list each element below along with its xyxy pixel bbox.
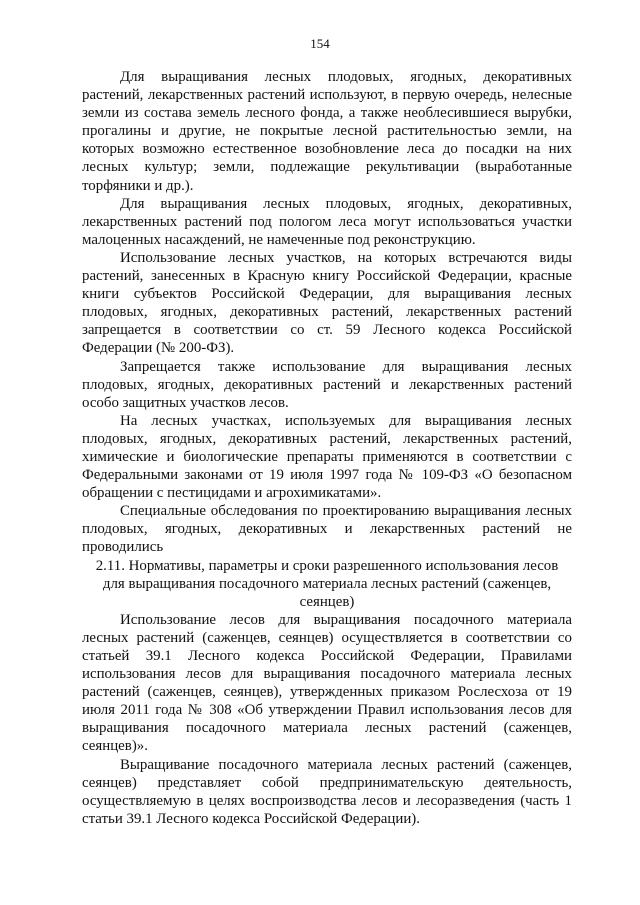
section-heading [82, 557, 572, 611]
paragraph: Использование лесов для выращивания посадочного материала лесных растений (саженцев, сеянцев) осуществляется в соответствии со статьей 39.1 Лесного кодекса Российской Федерации, Правилами использования лесов для выращивания посадочного материала лесных растений (саженцев, сеянцев), утвержденных приказом Рослесхоза от 19 июля 2011 года № 308 «Об утверждении Правил использования лесов для выращивания посадочного материала лесных растений (саженцев, сеянцев)». [82, 611, 572, 755]
paragraph: На лесных участках, используемых для выращивания лесных плодовых, ягодных, декоративных растений, лекарственных растений, химические и биологические препараты применяются в соответствии с Федеральными законами от 19 июля 1997 года № 109-ФЗ «О безопасном обращении с пестицидами и агрохимикатами». [82, 412, 572, 502]
paragraph: Для выращивания лесных плодовых, ягодных, декоративных, лекарственных растений под пологом леса могут использоваться участки малоценных насаждений, не намеченные под реконструкцию. [82, 195, 572, 248]
section-heading-line: для выращивания посадочного материала лесных растений (саженцев, [102, 575, 552, 592]
document-body [82, 68, 572, 828]
paragraph: Специальные обследования по проектированию выращивания лесных плодовых, ягодных, декоративных и лекарственных растений не проводились [82, 503, 572, 556]
paragraph: Запрещается также использование для выращивания лесных плодовых, ягодных, декоративных растений и лекарственных растений особо защитных участков лесов. [82, 358, 572, 411]
paragraph: Выращивание посадочного материала лесных растений (саженцев, сеянцев) представляет собой предпринимательскую деятельность, осуществляемую в целях воспроизводства лесов и лесоразведения (часть 1 статьи 39.1 Лесного кодекса Российской Федерации). [82, 756, 572, 827]
paragraph: Использование лесных участков, на которых встречаются виды растений, занесенных в Красную книгу Российской Федерации, красные книги субъектов Российской Федерации, для выращивания лесных плодовых, ягодных, декоративных растений, лекарственных растений запрещается в соответствии со ст. 59 Лесного кодекса Российской Федерации (№ 200-ФЗ). [82, 249, 572, 357]
page-number: 154 [310, 36, 330, 51]
section-heading-line: 2.11. Нормативы, параметры и сроки разрешенного использования лесов [95, 557, 559, 574]
section-heading-line: сеянцев) [299, 593, 355, 610]
paragraph: Для выращивания лесных плодовых, ягодных, декоративных растений, лекарственных растений используют, в первую очередь, нелесные земли из состава земель лесного фонда, а также необлесившиеся вырубки, прогалины и другие, не покрытые лесной растительностью земли, на которых возможно естественное возобновление леса до посадки на них лесных культур; земли, подлежащие рекультивации (выработанные торфяники и др.). [82, 69, 572, 194]
